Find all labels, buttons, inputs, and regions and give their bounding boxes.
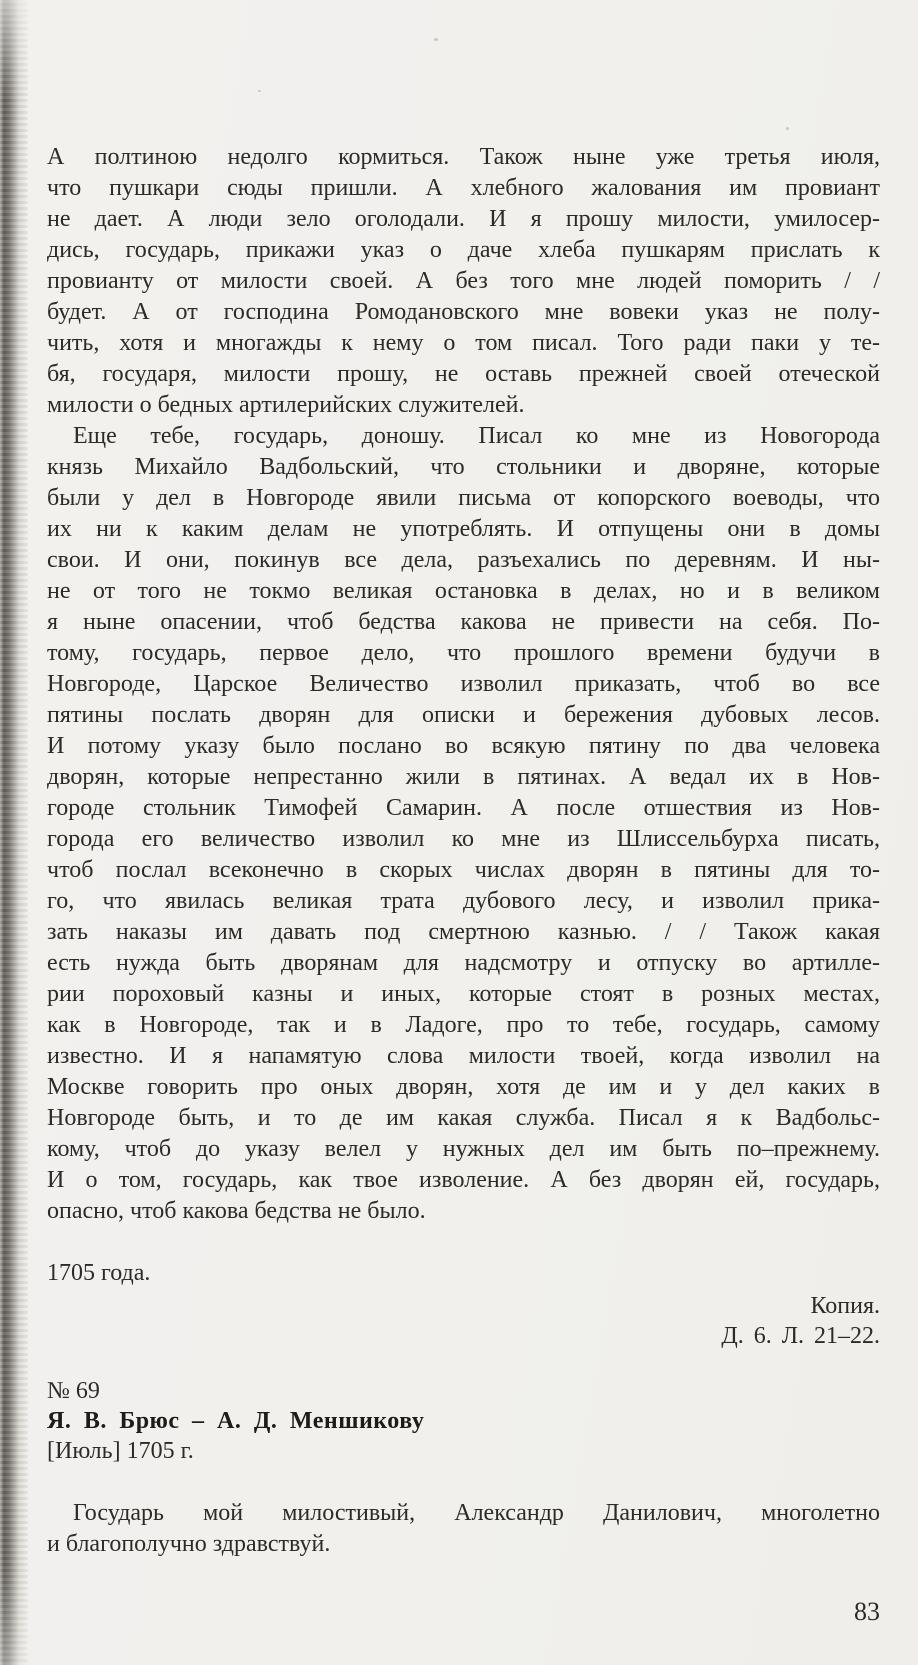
text-line: будет. А от господина Ромодановского мне вовеки указ не полу- (47, 299, 880, 325)
text-line: кому, чтоб до указу велел у нужных дел им быть по–прежнему. (47, 1136, 880, 1162)
scan-speck (434, 38, 438, 41)
text-line: есть нужда быть дворянам для надсмотру и отпуску во артилле- (47, 950, 880, 976)
text-line: А полтиною недолго кормиться. Також ныне уже третья июля, (47, 144, 880, 170)
archive-reference: Д. 6. Л. 21–22. (721, 1323, 880, 1349)
text-line: чить, хотя и многажды к нему о том писал. Того ради паки у те- (47, 330, 880, 356)
text-line: дворян, которые непрестанно жили в пятинах. А ведал их в Нов- (47, 764, 880, 790)
text-line: тому, государь, первое дело, что прошлого времени будучи в (47, 640, 880, 666)
text-line: зать наказы им давать под смертною казнью. / / Також какая (47, 919, 880, 945)
date-line: 1705 года. (47, 1260, 151, 1286)
text-line: и благополучно здравствуй. (47, 1531, 331, 1557)
paragraph-noblemen (47, 421, 880, 1227)
copy-note: Копия. (810, 1293, 880, 1319)
text-line: провианту от милости своей. А без того мне людей поморить / / (47, 268, 880, 294)
text-line: Еще тебе, государь, доношу. Писал ко мне из Новогорода (73, 423, 880, 449)
text-line: бя, государя, милости прошу, не оставь прежней своей отеческой (47, 361, 880, 387)
page-number: 83 (854, 1597, 880, 1626)
text-line: И потому указу было послано во всякую пятину по два человека (47, 733, 880, 759)
text-line: не дает. А люди зело оголодали. И я прошу милости, умилосер- (47, 206, 880, 232)
letter-number: № 69 (47, 1378, 100, 1404)
salutation-paragraph (47, 1498, 880, 1560)
text-line: Новгороде, Царское Величество изволил приказать, чтоб во все (47, 671, 880, 697)
text-line: как в Новгороде, так и в Ладоге, про то тебе, государь, самому (47, 1012, 880, 1038)
text-line: свои. И они, покинув все дела, разъехались по деревням. И ны- (47, 547, 880, 573)
letter-date: [Июль] 1705 г. (47, 1438, 194, 1464)
text-line: Новгороде быть, и то де им какая служба. Писал я к Вадбольс- (47, 1105, 880, 1131)
text-line: Москве говорить про оных дворян, хотя де им и у дел каких в (47, 1074, 880, 1100)
text-line: Государь мой милостивый, Александр Данилович, многолетно (73, 1500, 880, 1526)
text-line: их ни к каким делам не употреблять. И отпущены они в домы (47, 516, 880, 542)
text-block (47, 142, 880, 1627)
scan-speck (786, 127, 789, 130)
text-line: городе стольник Тимофей Самарин. А после отшествия из Нов- (47, 795, 880, 821)
text-line: известно. И я напамятую слова милости твоей, когда изволил на (47, 1043, 880, 1069)
letter-heading (47, 1376, 880, 1466)
letter-title: Я. В. Брюс – А. Д. Меншикову (47, 1408, 425, 1434)
text-line: милости о бедных артилерийских служителей. (47, 392, 525, 418)
text-line: князь Михайло Вадбольский, что стольники и дворяне, которые (47, 454, 880, 480)
text-line: я ныне опасении, чтоб бедства какова не привести на себя. По- (47, 609, 880, 635)
text-line: что пушкари сюды пришли. А хлебного жалования им провиант (47, 175, 880, 201)
text-line: го, что явилась великая трата дубового лесу, и изволил прика- (47, 888, 880, 914)
text-line: рии пороховый казны и иных, которые стоят в розных местах, (47, 981, 880, 1007)
text-line: дись, государь, прикажи указ о даче хлеба пушкарям прислать к (47, 237, 880, 263)
text-line: пятины послать дворян для описки и бережения дубовых лесов. (47, 702, 880, 728)
text-line: И о том, государь, как твое изволение. А без дворян ей, государь, (47, 1167, 880, 1193)
scan-speck (258, 90, 261, 92)
text-line: чтоб послал всеконечно в скорых числах дворян в пятины для то- (47, 857, 880, 883)
page-gutter-shadow (0, 0, 28, 1665)
text-line: города его величество изволил ко мне из Шлиссельбурха писать, (47, 826, 880, 852)
text-line: не от того не токмо великая остановка в делах, но и в великом (47, 578, 880, 604)
text-line: были у дел в Новгороде явили письма от копорского воеводы, что (47, 485, 880, 511)
document-provenance (47, 1291, 880, 1351)
text-line: опасно, чтоб какова бедства не было. (47, 1198, 426, 1224)
paragraph-provisions (47, 142, 880, 421)
